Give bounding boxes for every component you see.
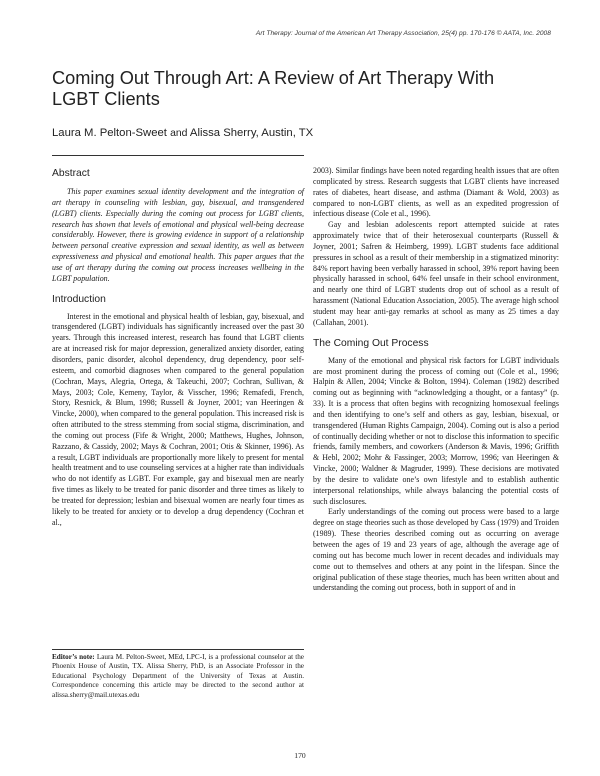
left-column <box>52 166 304 528</box>
right-column <box>313 166 559 594</box>
right-paragraph-2: Gay and lesbian adolescents report attempted suicide at rates approximately twice that of their heterosexual counterparts (Russell & Joyner, 2001; Safren & Heimberg, 1999). LGBT students face additional pressures in school as a result of their membership in a stigmatized minority: 84% report having been verbally harassed in school, 39% report having been physically harassed in school, 64% feel unsafe in their school environment, and nearly one third of LGBT students drop out of school as a result of harassment (National Education Association, 2005). The average high school student may hear anti-gay remarks at school as many as 25 times a day (Callahan, 2001). <box>313 220 559 327</box>
abstract-text: This paper examines sexual identity development and the integration of art therapy in counseling with lesbian, gay, bisexual, and transgendered (LGBT) clients. Especially during the coming out process for LGBT clients, research has shown that levels of emotional and physical well-being decrease considerably. However, there is growing evidence in support of a relationship between personal creative expression and sexual identity, as well as between expressiveness and physical and emotional health. This paper argues that the use of art therapy during the coming out process increases wellbeing in the LGBT population. <box>52 187 304 283</box>
title-divider <box>52 155 304 156</box>
author-line <box>52 127 552 139</box>
author-second: Alissa Sherry <box>189 127 256 139</box>
editors-note <box>52 653 304 700</box>
abstract-heading: Abstract <box>52 168 90 179</box>
introduction-heading: Introduction <box>52 293 106 305</box>
running-header: Art Therapy: Journal of the American Art Therapy Association, 25(4) pp. 170-176 © AATA, Inc. 2008 <box>255 30 551 37</box>
abstract <box>52 187 304 285</box>
right-paragraph-4: Early understandings of the coming out process were based to a large degree on stage theories such as those developed by Cass (1979) and Troiden (1989). These theories described coming out as occurring on average between the ages of 19 and 23 years of age, although the average age of coming out has become much lower in recent decades and individuals may come out to themselves and others at any point in the lifespan. Since the original publication of these stage theories, much has been written about and understanding the coming out process, both in support of and in <box>313 507 559 593</box>
coming-out-heading: The Coming Out Process <box>313 337 429 349</box>
author-location: , Austin, TX <box>255 127 314 139</box>
introduction-paragraph: Interest in the emotional and physical health of lesbian, gay, bisexual, and transgendered (LGBT) individuals has significantly increased over the past 30 years. Through this increased interest, research has found that LGBT clients are at increased risk for major depression, generalized anxiety disorder, eating disorders, panic disorder, alcohol dependency, drug dependency, poor self-esteem, and comorbid diagnoses when compared to the general population (Cochran, Mays, Alegria, Ortega, & Takeuchi, 2007; Cochran, Sullivan, & Mays, 2003; Cole, Kemeny, Taylor, & Visscher, 1996; Remafedi, French, Story, Resnick, & Blum, 1998; Russell & Joyner, 2001; van Heeringen & Vincke, 2000), when compared to the general population. This increased risk is often attributed to the stress stemming from social stigma, discrimination, and the coming out process (Fife & Wright, 2000; Matthews, Hughes, Johnson, Razzano, & Cassidy, 2002; Mays & Cochran, 2001; Otis & Skinner, 1996). As a result, LGBT individuals are proportionally more likely to present for mental health treatment and to use counseling services at a higher rate than individuals who do not identify as LGBT. For example, gay and bisexual men are nearly five times as likely to be treated for panic disorder and three times as likely to be treated for depression; lesbian and bisexual women are nearly four times as likely to be treated for anxiety or to develop a drug dependency (Cochran et al., <box>52 311 304 527</box>
page-number: 170 <box>294 751 306 760</box>
editors-note-divider <box>52 649 304 650</box>
editors-note-lead: Editor’s note: <box>52 653 95 661</box>
author-conjunction: and <box>170 128 188 139</box>
editors-note-text: Laura M. Pelton-Sweet, MEd, LPC-I, is a professional counselor at the Phoenix House of Austin, TX. Alissa Sherry, PhD, is an Associate Professor in the Educational Psychology Department of the University of Texas at Austin. Correspondence concerning this article may be directed to the second author at alissa.sherry@mail.utexas.edu <box>52 653 304 699</box>
right-paragraph-1: 2003). Similar findings have been noted regarding health issues that are often complicated by stress. Research suggests that LGBT clients have increased rates of diabetes, heart disease, and asthma (Diamant & Wold, 2003) as compared to non-LGBT clients, as well as an expedited progression of infectious disease (Cole et al., 1996). <box>313 166 559 219</box>
author-first: Laura M. Pelton-Sweet <box>52 127 167 139</box>
right-paragraph-3: Many of the emotional and physical risk factors for LGBT individuals are most prominent during the process of coming out (Cole et al., 1996; Halpin & Allen, 2004; Vincke & Bolton, 1994). Coleman (1982) described coming out as beginning with “acknowledging a thought, or a fantasy” (p. 33). It is a process that often begins with recognizing homosexual feelings and then identifying to one’s self and others as gay, lesbian, bisexual, or transgendered (Human Rights Campaign, 2004). Coming out is also a period of continually deciding whether or not to disclose this information to specific friends, family members, and coworkers (Anderson & Mavis, 1996; Griffith & Hebl, 2002; Mohr & Fassinger, 2003; Morrow, 1996; van Heeringen & Vincke, 2000; Waldner & Magruder, 1999). These decisions are motivated by the desire to validate one’s own lifestyle and to establish authentic interpersonal relationships, while always balancing the potential costs of such disclosures. <box>313 355 559 506</box>
article-title: Coming Out Through Art: A Review of Art Therapy With LGBT Clients <box>52 68 495 109</box>
